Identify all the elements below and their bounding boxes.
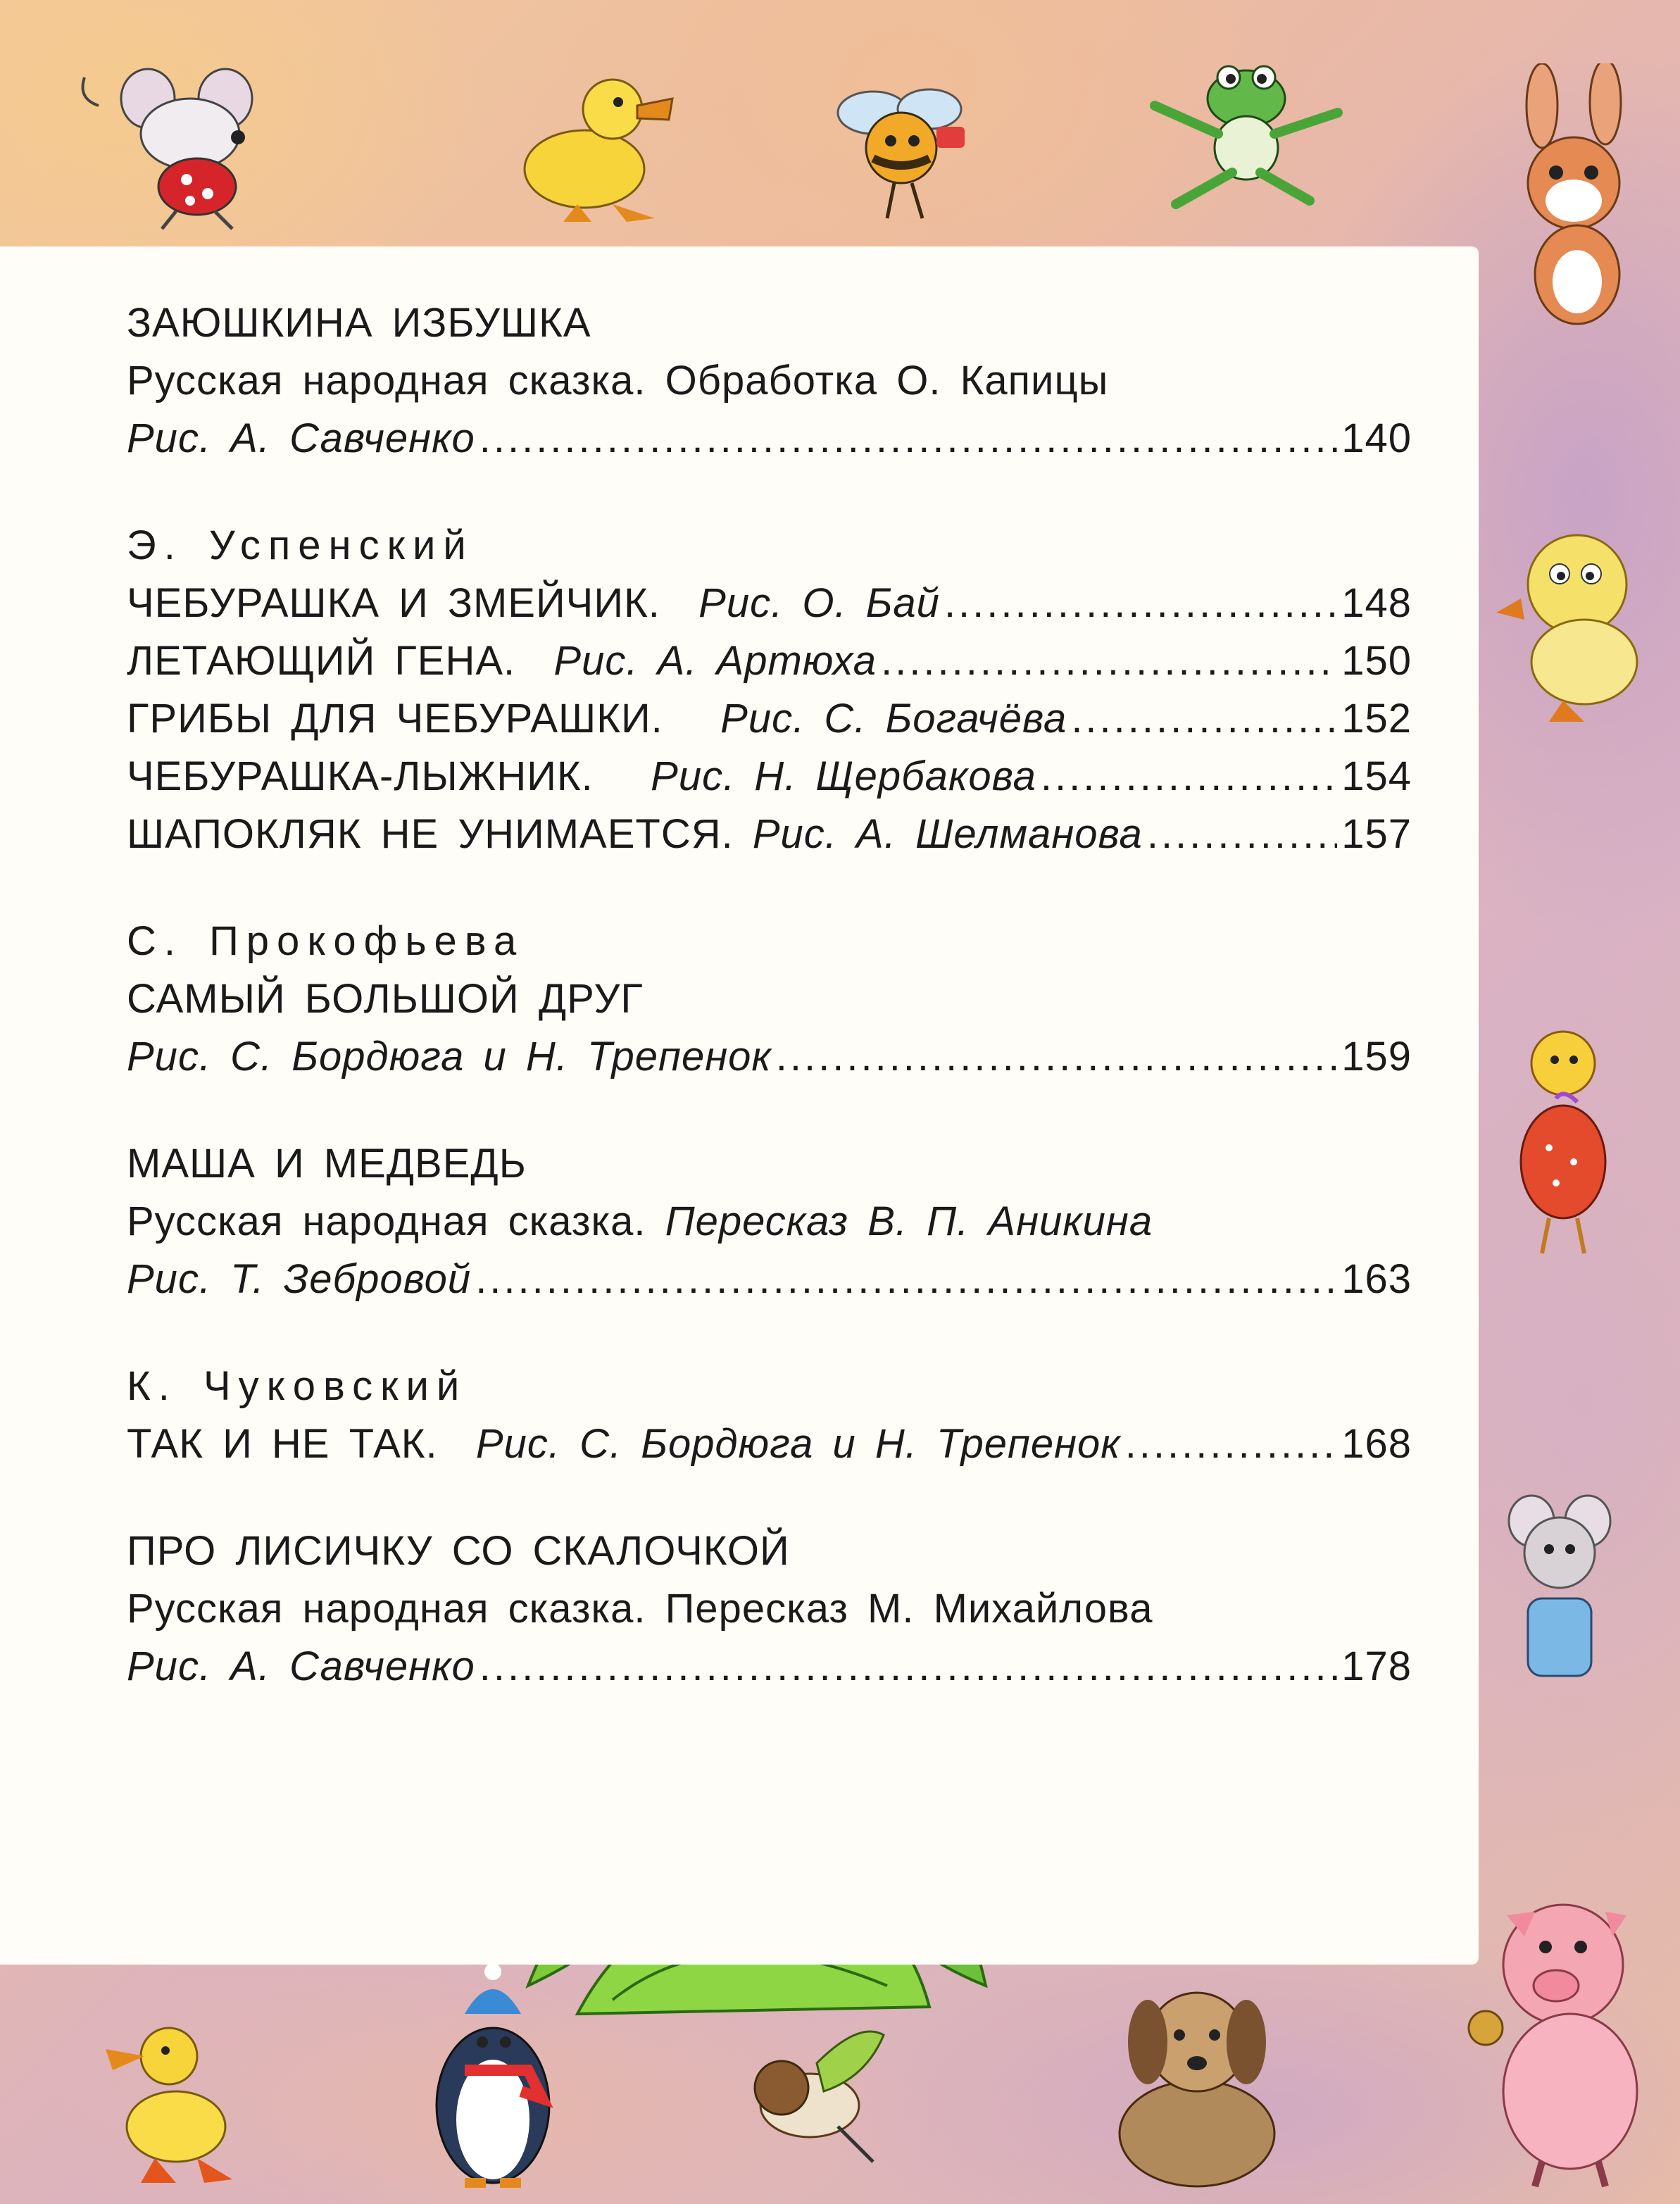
toc-line[interactable] <box>127 575 1412 632</box>
frog-icon <box>1127 49 1352 211</box>
toc-line[interactable] <box>127 748 1412 806</box>
author-name: Э. Успенский <box>127 522 474 568</box>
author-name: С. Прокофьева <box>127 918 525 964</box>
puppy-icon <box>1098 1965 1296 2197</box>
duckling-icon <box>92 2007 246 2190</box>
toc-line[interactable] <box>127 1251 1412 1308</box>
story-title: ЧЕБУРАШКА И ЗМЕЙЧИК. <box>127 580 660 626</box>
leader-dots <box>944 575 1337 632</box>
mouse-icon <box>1500 1486 1619 1697</box>
duckling-icon <box>507 63 676 225</box>
toc-line[interactable] <box>127 1028 1412 1086</box>
leader-dots <box>479 410 1337 468</box>
rabbit-icon <box>1486 63 1662 331</box>
toc-line[interactable] <box>127 690 1412 748</box>
chick-icon <box>1493 521 1662 725</box>
story-subtitle: Русская народная сказка. Пересказ В. П. Аникина <box>127 1198 1153 1244</box>
story-title: ЛЕТАЮЩИЙ ГЕНА. <box>127 638 516 684</box>
story-title: ТАК И НЕ ТАК. <box>127 1421 438 1467</box>
illustrator-credit: Рис. А. Савченко <box>127 415 475 461</box>
page-number: 140 <box>1341 415 1412 461</box>
page-number: 157 <box>1341 811 1412 857</box>
story-subtitle: Русская народная сказка. Пересказ М. Михайлова <box>127 1586 1153 1632</box>
leader-dots <box>1071 690 1337 748</box>
illustrator-credit: Рис. С. Бордюга и Н. Трепенок <box>127 1034 772 1079</box>
leader-dots <box>881 632 1337 690</box>
toc-line[interactable] <box>127 806 1412 863</box>
leader-dots <box>475 1251 1337 1308</box>
story-title: ШАПОКЛЯК НЕ УНИМАЕТСЯ. <box>127 811 734 857</box>
toc-line[interactable] <box>127 410 1412 468</box>
page-number: 163 <box>1341 1256 1412 1302</box>
page-number: 150 <box>1341 638 1412 684</box>
sparrow-icon <box>732 2021 894 2169</box>
page-number: 154 <box>1341 753 1412 799</box>
story-subtitle: Русская народная сказка. Обработка О. Капицы <box>127 358 1109 403</box>
illustrator-credit: Рис. О. Бай <box>698 580 940 626</box>
page-number: 148 <box>1341 580 1412 626</box>
illustrator-credit: Рис. А. Савченко <box>127 1643 475 1689</box>
leader-dots <box>1041 748 1337 806</box>
author-name: К. Чуковский <box>127 1363 468 1409</box>
page-number: 178 <box>1341 1643 1412 1689</box>
leader-dots <box>1147 806 1337 863</box>
toc-line[interactable] <box>127 1638 1412 1696</box>
illustrator-credit: Рис. А. Артюха <box>553 638 877 684</box>
story-title: ЧЕБУРАШКА-ЛЫЖНИК. <box>127 753 594 799</box>
bee-icon <box>824 77 986 225</box>
story-title: ГРИБЫ ДЛЯ ЧЕБУРАШКИ. <box>127 696 663 741</box>
page-number: 152 <box>1341 696 1412 741</box>
chick-icon <box>1507 1021 1619 1260</box>
page-number: 168 <box>1341 1421 1412 1467</box>
mouse-icon <box>70 56 310 232</box>
story-title: ЗАЮШКИНА ИЗБУШКА <box>127 300 591 346</box>
illustrator-credit: Рис. Т. Зебровой <box>127 1256 472 1302</box>
illustrator-credit: Рис. С. Богачёва <box>720 696 1067 741</box>
illustrator-credit: Рис. С. Бордюга и Н. Трепенок <box>475 1421 1121 1467</box>
penguin-icon <box>422 1965 563 2197</box>
toc-line[interactable] <box>127 632 1412 690</box>
leader-dots <box>776 1028 1337 1086</box>
story-title: ПРО ЛИСИЧКУ СО СКАЛОЧКОЙ <box>127 1528 790 1574</box>
story-title: САМЫЙ БОЛЬШОЙ ДРУГ <box>127 976 644 1022</box>
leader-dots <box>479 1638 1337 1696</box>
table-of-contents <box>127 294 1412 1696</box>
illustrator-credit: Рис. А. Шелманова <box>752 811 1143 857</box>
story-title: МАША И МЕДВЕДЬ <box>127 1141 527 1186</box>
toc-line[interactable] <box>127 1415 1412 1473</box>
illustrator-credit: Рис. Н. Щербакова <box>651 753 1036 799</box>
leader-dots <box>1125 1415 1338 1473</box>
page-number: 159 <box>1341 1034 1412 1079</box>
